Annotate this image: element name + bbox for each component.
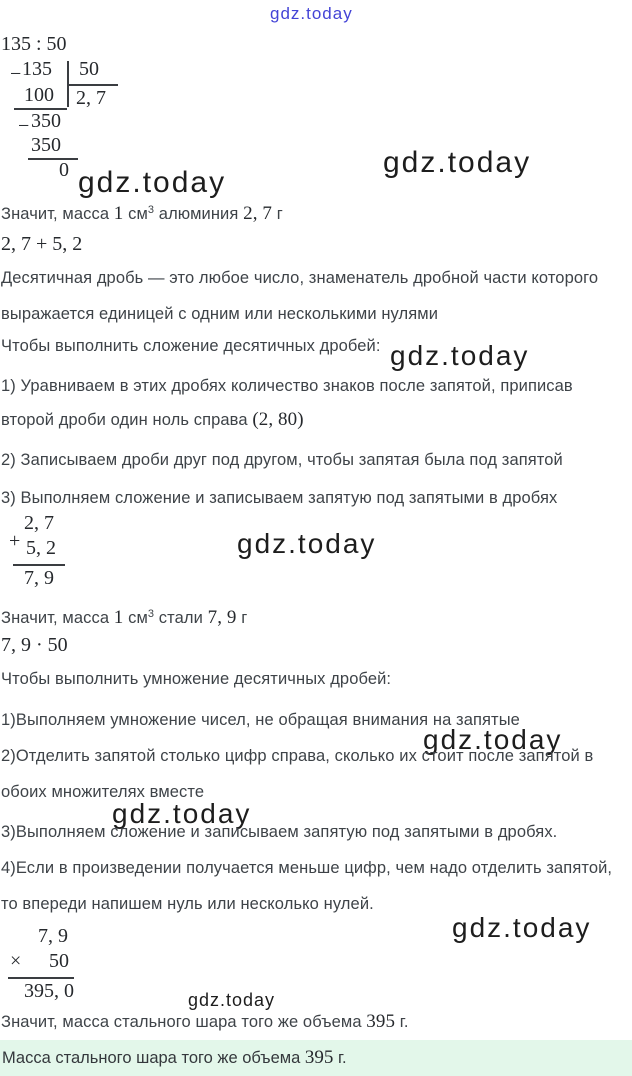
mult-step-3: 3)Выполняем сложение и записываем запятую под запятыми в дробях.: [1, 823, 558, 841]
watermark-gdz: gdz.today: [237, 528, 377, 559]
math-fragment: 7, 9: [207, 607, 237, 628]
multiplication-expression: 7, 9 · 50: [1, 634, 68, 656]
mult-step-2b: обоих множителях вместе: [1, 783, 205, 801]
superscript-3: 3: [147, 608, 155, 620]
math-fragment: 1: [113, 607, 124, 628]
division-divisor: 50: [79, 58, 99, 80]
watermark-gdz: gdz.today: [390, 340, 530, 371]
times-sign: ×: [10, 950, 22, 972]
division-minus-1: −: [10, 63, 22, 85]
multiplication-rule: [8, 977, 74, 979]
text-fragment: Значит, масса: [1, 205, 114, 223]
division-rule-2: [28, 158, 78, 160]
text-fragment: г: [272, 205, 283, 223]
text-fragment: см: [123, 205, 148, 223]
text-fragment: г.: [395, 1013, 409, 1031]
answer-highlight: [0, 1040, 632, 1076]
math-fragment: 395: [304, 1047, 334, 1068]
addition-sum: 7, 9: [24, 567, 54, 589]
mult-step-1: 1)Выполняем умножение чисел, не обращая внимания на запятые: [1, 711, 520, 729]
addend-b: 5, 2: [26, 537, 56, 559]
text-fragment: г: [236, 609, 248, 627]
division-sub-1: 100: [24, 84, 54, 106]
watermark-gdz: gdz.today: [423, 724, 563, 755]
math-fragment: (2, 80): [252, 409, 304, 430]
superscript-3: 3: [147, 204, 155, 216]
math-fragment: 395: [366, 1011, 396, 1032]
text-fragment: г.: [333, 1049, 347, 1067]
division-problem: 135 : 50: [1, 33, 67, 55]
addition-rules-intro: Чтобы выполнить сложение десятичных дробей:: [1, 337, 381, 355]
addition-step-2: 2) Записываем дроби друг под другом, чтобы запятая была под запятой: [1, 451, 563, 469]
factor-a: 7, 9: [38, 925, 68, 947]
mult-rules-intro: Чтобы выполнить умножение десятичных дробей:: [1, 670, 392, 688]
watermark-gdz: gdz.today: [112, 798, 252, 829]
conclusion-line: [1, 1011, 409, 1033]
addition-step-1b: [1, 409, 304, 431]
division-minus-2: −: [18, 115, 30, 137]
division-sub-2: 350: [31, 134, 61, 156]
math-fragment: 1: [113, 203, 124, 224]
mult-step-4b: то впереди напишем нуль или несколько нулей.: [1, 895, 374, 913]
division-remainder-1: 350: [31, 110, 61, 132]
text-fragment: Значит, масса: [1, 609, 114, 627]
watermark-gdz: gdz.today: [383, 146, 532, 179]
mult-step-4a: 4)Если в произведении получается меньше цифр, чем надо отделить запятой,: [1, 859, 613, 877]
text-fragment: Масса стального шара того же объема: [2, 1049, 305, 1067]
addition-step-3: 3) Выполняем сложение и записываем запятую под запятыми в дробях: [1, 489, 558, 507]
watermark-gdz-small: gdz.today: [188, 990, 276, 1010]
definition-line-2: выражается единицей с одним или несколькими нулями: [1, 305, 439, 323]
watermark-gdz: gdz.today: [452, 912, 592, 943]
text-fragment: стали: [154, 609, 208, 627]
text-fragment: второй дроби один ноль справа: [1, 411, 253, 429]
addition-expression: 2, 7 + 5, 2: [1, 233, 83, 255]
plus-sign: +: [9, 530, 21, 552]
mult-step-2a: 2)Отделить запятой столько цифр справа, сколько их стоит после запятой в: [1, 747, 594, 765]
math-fragment: 2, 7: [243, 203, 273, 224]
addition-step-1a: 1) Уравниваем в этих дробях количество знаков после запятой, приписав: [1, 377, 573, 395]
watermark-gdz-top: gdz.today: [270, 4, 353, 23]
steel-mass-line: [1, 603, 247, 629]
aluminum-mass-line: [1, 199, 283, 225]
definition-line-1: Десятичная дробь — это любое число, знаменатель дробной части которого: [1, 269, 599, 287]
watermark-gdz: gdz.today: [78, 166, 227, 199]
addition-rule: [13, 564, 65, 566]
factor-b: 50: [49, 950, 69, 972]
text-fragment: алюминия: [154, 205, 244, 223]
text-fragment: см: [123, 609, 148, 627]
text-fragment: Значит, масса стального шара того же объема: [1, 1013, 367, 1031]
division-quotient: 2, 7: [76, 87, 106, 109]
division-quotient-rule: [67, 84, 118, 86]
answer-text: [0, 1047, 347, 1069]
division-result: 0: [59, 159, 69, 181]
product: 395, 0: [24, 980, 74, 1002]
division-dividend: 135: [22, 58, 52, 80]
addend-a: 2, 7: [24, 512, 54, 534]
